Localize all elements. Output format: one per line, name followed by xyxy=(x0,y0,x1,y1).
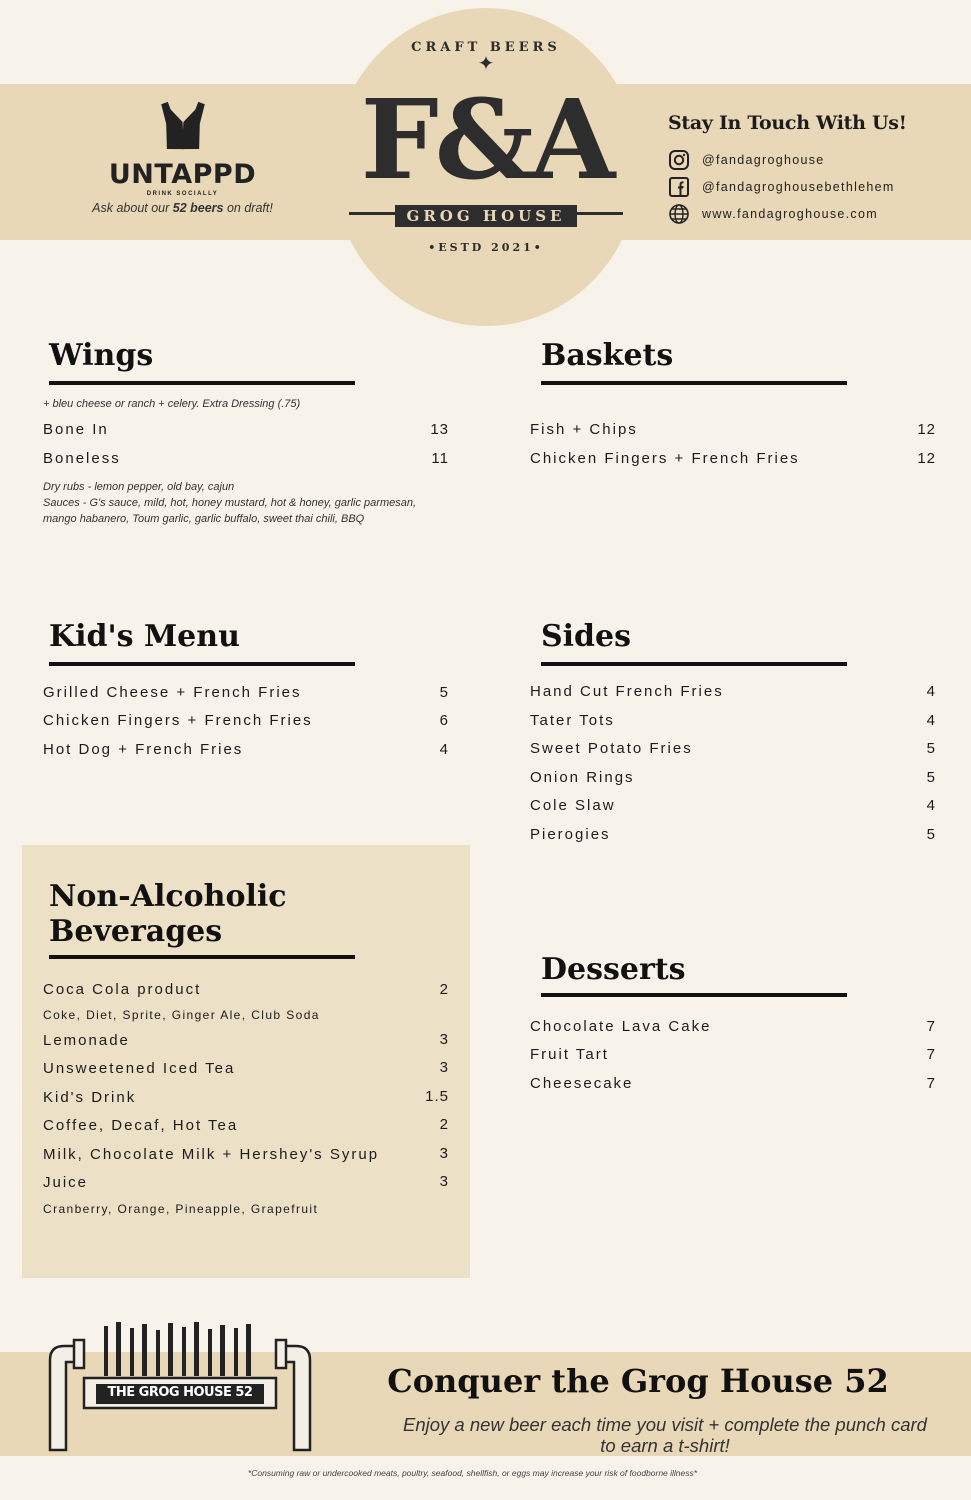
sides-rule xyxy=(541,662,847,666)
baskets-price-fish-chips: 12 xyxy=(917,421,936,438)
untappd-logo: UNTAPPD xyxy=(108,159,257,190)
untappd-tagline: DRINK SOCIALLY xyxy=(146,191,219,197)
promo-title: Conquer the Grog House 52 xyxy=(387,1362,889,1400)
beverages-title-line2: Beverages xyxy=(49,914,223,949)
bev-item-coffee: Coffee, Decaf, Hot Tea xyxy=(43,1117,239,1134)
sides-price-onion-rings: 5 xyxy=(926,769,936,786)
sides-item-tater-tots: Tater Tots xyxy=(530,712,615,729)
brand-established: •ESTD 2021• xyxy=(428,241,544,254)
bev-price-coca-cola: 2 xyxy=(439,981,449,998)
sides-title: Sides xyxy=(541,619,632,654)
bev-item-juice: Juice xyxy=(43,1174,89,1191)
baskets-item-chicken-fingers: Chicken Fingers + French Fries xyxy=(530,450,800,467)
tap-tower-illustration xyxy=(44,1320,316,1455)
desserts-rule xyxy=(541,993,847,997)
sides-price-pierogies: 5 xyxy=(926,826,936,843)
desserts-item-lava-cake: Chocolate Lava Cake xyxy=(530,1018,712,1035)
sides-item-french-fries: Hand Cut French Fries xyxy=(530,683,724,700)
bev-price-kids-drink: 1.5 xyxy=(425,1088,449,1105)
kids-price-hot-dog: 4 xyxy=(439,741,449,758)
bev-price-juice: 3 xyxy=(439,1173,449,1190)
kids-item-chicken-fingers: Chicken Fingers + French Fries xyxy=(43,712,313,729)
promo-subtitle: Enjoy a new beer each time you visit + complete the punch card to earn a t-shirt! xyxy=(403,1414,927,1456)
beverages-rule xyxy=(49,955,355,959)
kids-title: Kid's Menu xyxy=(49,619,240,654)
sides-item-pierogies: Pierogies xyxy=(530,826,611,843)
untappd-block xyxy=(80,100,285,215)
baskets-title: Baskets xyxy=(541,338,674,373)
desserts-price-cheesecake: 7 xyxy=(926,1075,936,1092)
brand-banner: GROG HOUSE xyxy=(395,205,578,227)
untappd-note: Ask about our 52 beers on draft! xyxy=(92,201,273,215)
tap-tower-label: THE GROG HOUSE 52 xyxy=(107,1385,253,1400)
facebook-handle: @fandagroghousebethlehem xyxy=(702,179,895,194)
instagram-icon xyxy=(668,149,690,171)
contact-website[interactable] xyxy=(668,200,938,227)
wings-title: Wings xyxy=(49,338,154,373)
bev-item-milk: Milk, Chocolate Milk + Hershey's Syrup xyxy=(43,1146,380,1163)
contact-facebook[interactable] xyxy=(668,173,938,200)
wings-note-sauces-cont: mango habanero, Toum garlic, garlic buffalo, sweet thai chili, BBQ xyxy=(43,513,365,525)
wings-price-boneless: 11 xyxy=(431,450,449,467)
contact-instagram[interactable] xyxy=(668,146,938,173)
beverages-title-line1: Non-Alcoholic xyxy=(49,879,287,914)
sides-price-french-fries: 4 xyxy=(926,683,936,700)
bev-coke-options: Coke, Diet, Sprite, Ginger Ale, Club Soda xyxy=(43,1008,320,1022)
untappd-bottles-icon xyxy=(150,100,216,154)
bev-item-iced-tea: Unsweetened Iced Tea xyxy=(43,1060,236,1077)
kids-price-chicken-fingers: 6 xyxy=(439,712,449,729)
instagram-handle: @fandagroghouse xyxy=(702,152,825,167)
food-disclaimer: *Consuming raw or undercooked meats, poultry, seafood, shellfish, or eggs may increase your risk of foodborne illness* xyxy=(247,1468,698,1478)
sides-price-sweet-potato: 5 xyxy=(926,740,936,757)
bev-item-lemonade: Lemonade xyxy=(43,1032,130,1049)
desserts-item-fruit-tart: Fruit Tart xyxy=(530,1046,609,1063)
contact-title: Stay In Touch With Us! xyxy=(668,112,907,134)
sides-item-onion-rings: Onion Rings xyxy=(530,769,635,786)
bev-price-milk: 3 xyxy=(439,1145,449,1162)
kids-rule xyxy=(49,662,355,666)
facebook-icon xyxy=(668,176,690,198)
sides-price-tater-tots: 4 xyxy=(926,712,936,729)
bev-price-lemonade: 3 xyxy=(439,1031,449,1048)
bev-price-iced-tea: 3 xyxy=(439,1059,449,1076)
bev-price-coffee: 2 xyxy=(439,1116,449,1133)
desserts-price-lava-cake: 7 xyxy=(926,1018,936,1035)
sides-item-cole-slaw: Cole Slaw xyxy=(530,797,616,814)
desserts-price-fruit-tart: 7 xyxy=(926,1046,936,1063)
wings-rule xyxy=(49,381,355,385)
baskets-price-chicken-fingers: 12 xyxy=(917,450,936,467)
brand-arc-text: CRAFT BEERS xyxy=(411,40,561,55)
wings-note-rubs: Dry rubs - lemon pepper, old bay, cajun xyxy=(43,481,235,493)
brand-name: F&A xyxy=(360,75,612,204)
star-icon: ✦ xyxy=(477,53,495,75)
sides-item-sweet-potato: Sweet Potato Fries xyxy=(530,740,693,757)
wings-item-boneless: Boneless xyxy=(43,450,121,467)
bev-juice-options: Cranberry, Orange, Pineapple, Grapefruit xyxy=(43,1202,319,1216)
globe-icon xyxy=(668,203,690,225)
kids-item-hot-dog: Hot Dog + French Fries xyxy=(43,741,244,758)
website-url: www.fandagroghouse.com xyxy=(702,206,878,221)
sides-price-cole-slaw: 4 xyxy=(926,797,936,814)
bev-item-kids-drink: Kid's Drink xyxy=(43,1089,137,1106)
wings-price-bone-in: 13 xyxy=(430,421,449,438)
bev-item-coca-cola: Coca Cola product xyxy=(43,981,202,998)
baskets-rule xyxy=(541,381,847,385)
baskets-item-fish-chips: Fish + Chips xyxy=(530,421,638,438)
brand-logo xyxy=(333,40,639,254)
kids-item-grilled-cheese: Grilled Cheese + French Fries xyxy=(43,684,302,701)
wings-note-sauces: Sauces - G's sauce, mild, hot, honey mustard, hot & honey, garlic parmesan, xyxy=(43,497,417,509)
wings-intro: + bleu cheese or ranch + celery. Extra Dressing (.75) xyxy=(43,398,301,410)
wings-item-bone-in: Bone In xyxy=(43,421,109,438)
desserts-item-cheesecake: Cheesecake xyxy=(530,1075,634,1092)
desserts-title: Desserts xyxy=(541,952,686,987)
kids-price-grilled-cheese: 5 xyxy=(439,684,449,701)
contact-block xyxy=(668,112,938,227)
